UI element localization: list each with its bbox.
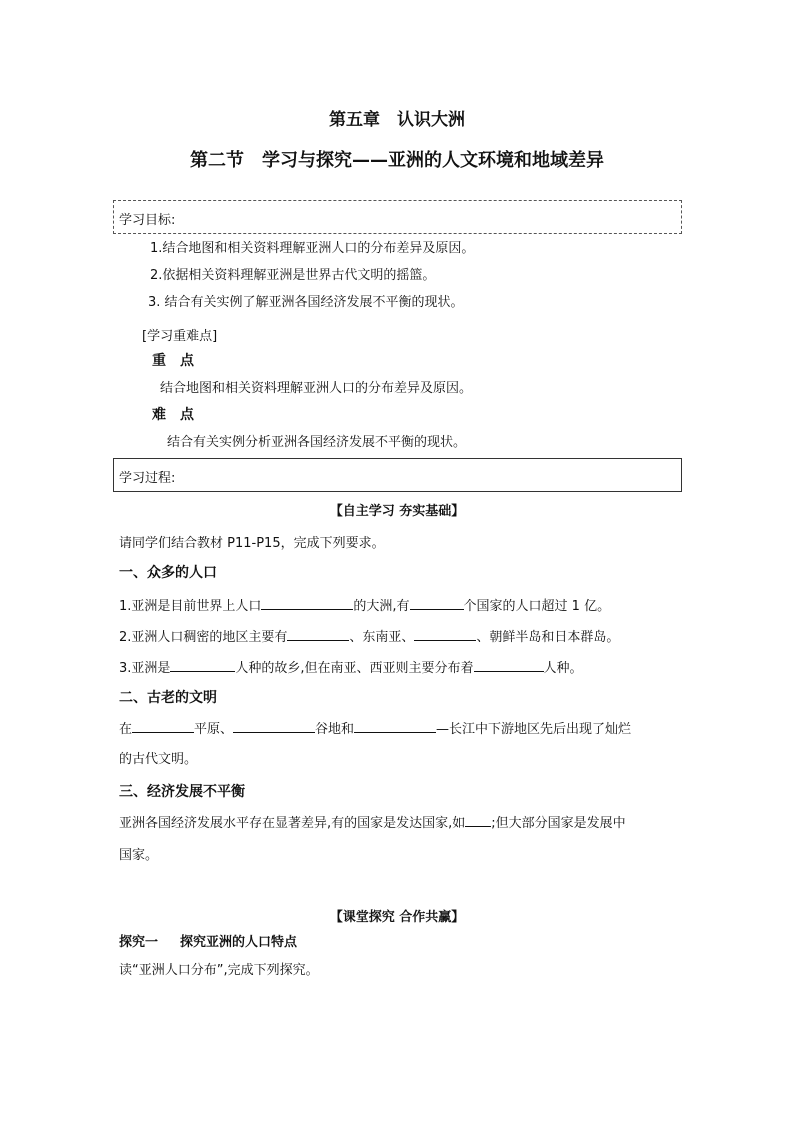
q2-text-a: 2.亚洲人口稠密的地区主要有 [119,630,288,645]
difficult-point-text: 结合有关实例分析亚洲各国经济发展不平衡的现状。 [167,435,467,450]
answer-blank[interactable] [414,626,476,641]
answer-blank[interactable] [287,626,349,641]
answer-blank[interactable] [233,718,315,733]
explore-heading [119,931,297,950]
part3-line-1 [119,812,626,831]
part2-heading: 二、古老的文明 [119,690,217,706]
q2-text-b: 、东南亚、 [349,630,415,645]
part2-line-2: 的古代文明。 [119,752,198,767]
self-study-instruction: 请同学们结合教材 P11-P15，完成下列要求。 [119,536,385,551]
difficult-point-label: 难 点 [152,407,194,423]
answer-blank[interactable] [261,595,353,610]
q3-text-a: 3.亚洲是 [119,661,171,676]
q3-text-c: 人种。 [543,661,583,676]
explore-label: 探究一 [119,935,159,950]
part1-heading: 一、众多的人口 [119,565,217,581]
q1-text-b: 的大洲,有 [353,599,410,614]
answer-blank[interactable] [410,595,464,610]
part3-heading: 三、经济发展不平衡 [119,784,245,800]
classroom-title: 【课堂探究 合作共赢】 [329,910,465,925]
p3-text-b: ;但大部分国家是发展中 [491,816,626,831]
p2-text-a: 在 [119,722,133,737]
explore-instruction: 读“亚洲人口分布”,完成下列探究。 [119,963,319,978]
p3-text-a: 亚洲各国经济发展水平存在显著差异,有的国家是发达国家,如 [119,816,466,831]
q3-text-b: 人种的故乡,但在南亚、西亚则主要分布着 [235,661,474,676]
answer-blank[interactable] [465,812,491,827]
q2-text-c: 、朝鲜半岛和日本群岛。 [476,630,620,645]
part1-question-2 [119,626,619,645]
objective-item-1: 1.结合地图和相关资料理解亚洲人口的分布差异及原因。 [150,241,475,256]
part2-line-1 [119,718,631,737]
q1-text-a: 1.亚洲是目前世界上人口 [119,599,262,614]
answer-blank[interactable] [354,718,436,733]
key-point-label: 重 点 [152,353,194,369]
objective-item-3: 3. 结合有关实例了解亚洲各国经济发展不平衡的现状。 [148,295,464,310]
objectives-box [113,200,682,234]
answer-blank[interactable] [474,657,544,672]
process-box [113,458,682,492]
answer-blank[interactable] [132,718,194,733]
q1-text-c: 个国家的人口超过 1 亿。 [463,599,611,614]
part1-question-1 [119,595,610,614]
key-point-text: 结合地图和相关资料理解亚洲人口的分布差异及原因。 [160,381,473,396]
keypoints-label: [学习重难点] [142,329,218,344]
p2-text-d: —长江中下游地区先后出现了灿烂 [436,722,632,737]
part1-question-3 [119,657,583,676]
chapter-title: 第五章 认识大洲 [329,110,465,130]
p2-text-c: 谷地和 [315,722,355,737]
self-study-title: 【自主学习 夯实基础】 [329,504,465,519]
objective-item-2: 2.依据相关资料理解亚洲是世界古代文明的摇篮。 [150,268,436,283]
part3-line-2: 国家。 [119,848,159,863]
process-label: 学习过程: [119,471,176,486]
p2-text-b: 平原、 [194,722,234,737]
objectives-label: 学习目标: [119,213,176,228]
answer-blank[interactable] [170,657,235,672]
explore-title: 探究亚洲的人口特点 [180,935,298,950]
section-title: 第二节 学习与探究——亚洲的人文环境和地域差异 [190,150,604,171]
